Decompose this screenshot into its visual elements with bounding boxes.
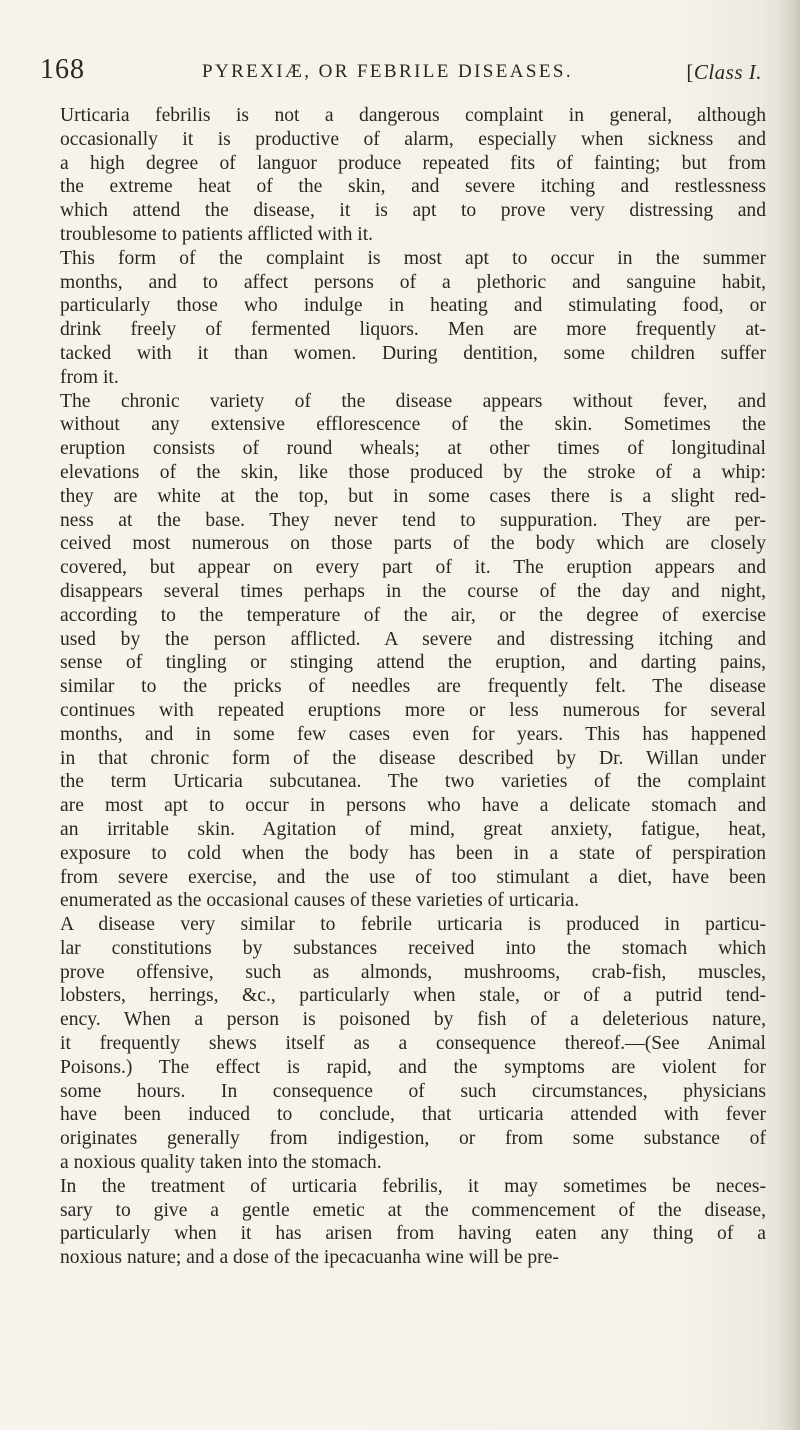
text-line: drink freely of fermented liquors. Men are more frequently at- [60, 319, 766, 341]
text-line: This form of the complaint is most apt to occur in the summer [60, 247, 766, 269]
text-line: ceived most numerous on those parts of the body which are closely [60, 533, 766, 555]
text-line: In the treatment of urticaria febrilis, it may sometimes be neces- [60, 1175, 766, 1197]
text-line: they are white at the top, but in some cases there is a slight red- [60, 485, 766, 507]
text-line: The chronic variety of the disease appears without fever, and [60, 390, 766, 412]
page-number: 168 [40, 54, 85, 85]
text-line: eruption consists of round wheals; at other times of longitudinal [60, 438, 766, 460]
class-label-text: [Class I. [686, 60, 762, 84]
text-line: originates generally from indigestion, or from some substance of [60, 1128, 766, 1150]
text-line: sary to give a gentle emetic at the commencement of the disease, [60, 1199, 766, 1221]
text-line: occasionally it is productive of alarm, especially when sickness and [60, 128, 766, 150]
text-line: which attend the disease, it is apt to prove very distressing and [60, 200, 766, 222]
text-line: ency. When a person is poisoned by fish of a deleterious nature, [60, 1009, 766, 1031]
text-line: tacked with it than women. During dentition, some children suffer [60, 342, 766, 364]
page-header [40, 52, 762, 88]
text-line: troublesome to patients afflicted with it. [60, 223, 374, 245]
text-line: some hours. In consequence of such circumstances, physicians [60, 1080, 766, 1102]
text-line: according to the temperature of the air, or the degree of exercise [60, 604, 766, 626]
text-line: similar to the pricks of needles are frequently felt. The disease [60, 676, 766, 698]
text-line: covered, but appear on every part of it. The eruption appears and [60, 557, 766, 579]
text-line: from it. [60, 366, 119, 388]
text-line: noxious nature; and a dose of the ipecacuanha wine will be pre- [60, 1247, 559, 1269]
text-line: months, and in some few cases even for years. This has happened [60, 723, 766, 745]
text-line: enumerated as the occasional causes of these varieties of urticaria. [60, 890, 579, 912]
text-line: Urticaria febrilis is not a dangerous complaint in general, although [60, 105, 766, 126]
text-line: continues with repeated eruptions more or less numerous for several [60, 699, 766, 721]
text-line: Poisons.) The effect is rapid, and the symptoms are violent for [60, 1056, 766, 1078]
text-line: lobsters, herrings, &c., particularly when stale, or of a putrid tend- [60, 985, 766, 1007]
text-line: the term Urticaria subcutanea. The two varieties of the complaint [60, 771, 766, 793]
text-line: an irritable skin. Agitation of mind, great anxiety, fatigue, heat, [60, 818, 766, 840]
text-line: the extreme heat of the skin, and severe itching and restlessness [60, 176, 766, 198]
text-line: A disease very similar to febrile urticaria is produced in particu- [60, 914, 766, 936]
text-line: prove offensive, such as almonds, mushrooms, crab-fish, muscles, [60, 961, 766, 983]
text-line: a high degree of languor produce repeated fits of fainting; but from [60, 152, 766, 174]
text-line: are most apt to occur in persons who have a delicate stomach and [60, 795, 766, 817]
text-line: used by the person afflicted. A severe and distressing itching and [60, 628, 766, 650]
text-line: have been induced to conclude, that urticaria attended with fever [60, 1104, 766, 1126]
text-line: particularly those who indulge in heating and stimulating food, or [60, 295, 766, 317]
text-line: ness at the base. They never tend to suppuration. They are per- [60, 509, 766, 531]
text-line: lar constitutions by substances received into the stomach which [60, 937, 766, 959]
text-line: exposure to cold when the body has been in a state of perspiration [60, 842, 766, 864]
text-line: months, and to affect persons of a plethoric and sanguine habit, [60, 271, 766, 293]
text-line: disappears several times perhaps in the course of the day and night, [60, 580, 766, 602]
text-line: sense of tingling or stinging attend the eruption, and darting pains, [60, 652, 766, 674]
text-line: particularly when it has arisen from having eaten any thing of a [60, 1223, 766, 1245]
text-line: from severe exercise, and the use of too stimulant a diet, have been [60, 866, 766, 888]
class-label [686, 56, 762, 88]
text-line: it frequently shews itself as a consequence thereof.—(See Animal [60, 1033, 766, 1055]
body-text [60, 104, 766, 1270]
text-line: without any extensive efflorescence of the skin. Sometimes the [60, 414, 766, 436]
running-title: PYREXIÆ, OR FEBRILE DISEASES. [202, 61, 573, 82]
text-line: elevations of the skin, like those produced by the stroke of a whip: [60, 461, 766, 483]
text-line: a noxious quality taken into the stomach. [60, 1152, 382, 1174]
page-edge-shadow [778, 0, 800, 1430]
text-line: in that chronic form of the disease described by Dr. Willan under [60, 747, 766, 769]
